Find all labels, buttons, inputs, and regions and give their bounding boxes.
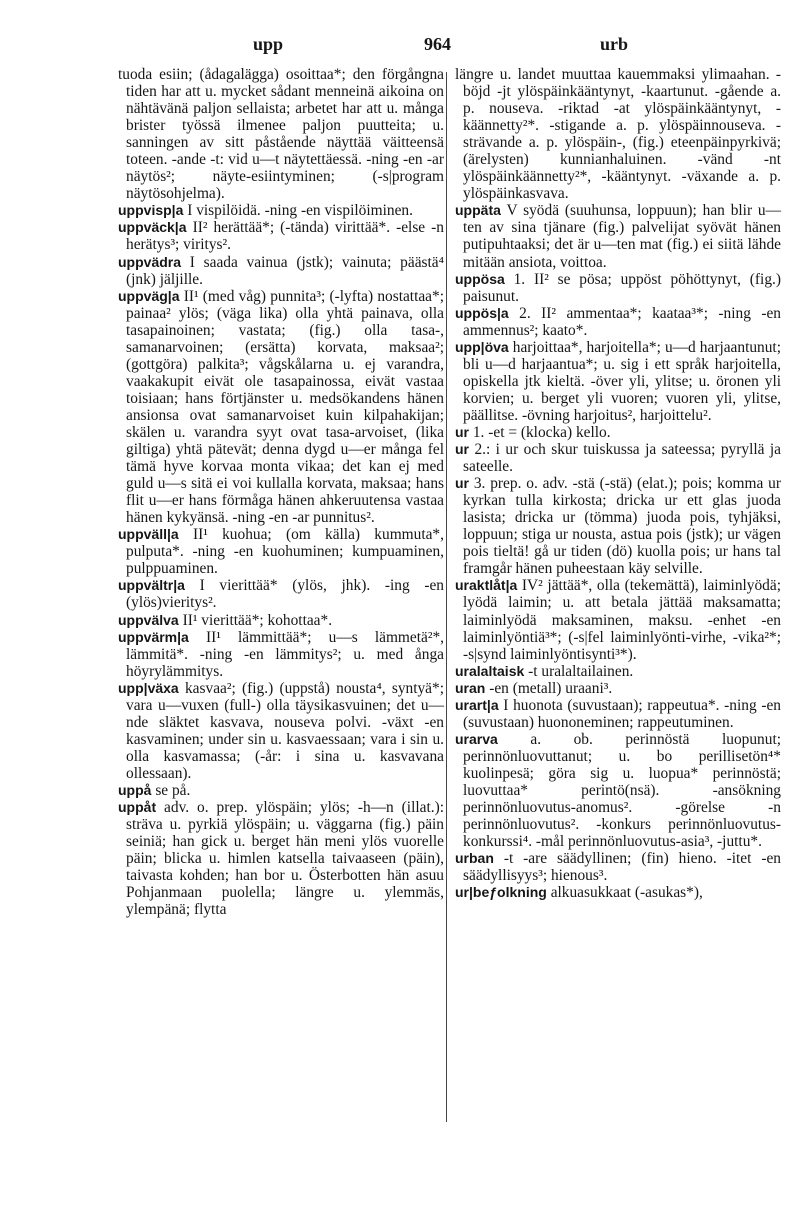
page-header: [0, 34, 800, 58]
entry-headword: uppväg|a: [118, 287, 180, 304]
dictionary-entry: [118, 782, 444, 799]
dictionary-entry: [118, 612, 444, 629]
entry-headword: uppväck|a: [118, 219, 187, 236]
dictionary-entry: [455, 441, 781, 475]
entry-headword: upp|växa: [118, 679, 179, 696]
entry-definition: tuoda esiin; (ådagalägga) osoittaa*; den förgångna tiden har att u. mycket sådant menneinä aikoina on nähtävänä paljon sellaista; arbetet har att u. många brister työssä ilmenee paljon puutteita; u. sanningen av sitt påstående näyttää väitteensä toteen. -ande -t: vid u—t näytettäessä. -ning -en -ar näytös²; näyte-esiintyminen; (-s|program näytösohjelma).: [118, 66, 444, 203]
entry-headword: uppvisp|a: [118, 202, 184, 219]
entry-definition: I saada vainua (jstk); vainuta; päästä⁴ (jnk) jäljille.: [126, 253, 444, 288]
entry-headword: uppvädra: [118, 253, 182, 270]
dictionary-entry: [455, 305, 781, 339]
dictionary-entry: [455, 697, 781, 731]
dictionary-entry: [118, 799, 444, 918]
entry-definition: II¹ lämmittää*; u—s lämmetä²*, lämmitä*. -ning -en lämmitys²; u. med ånga höyrylämmitys.: [126, 628, 444, 680]
entry-headword: uppösa: [455, 270, 505, 287]
dictionary-entry: [118, 254, 444, 288]
right-column: [455, 66, 781, 901]
dictionary-entry: [118, 66, 444, 202]
entry-definition: II¹ (med våg) punnita³; (-lyfta) nostattaa*; painaa² ylös; (väga lika) olla yhtä painava, olla tasapainoinen; vastata; (fig.) olla tasa-, samanarvoinen; (ersätta) korvata, maksaa²; (gottgöra) palkita³; vågskålarna u. ej varandra, vaakakupit eivät ole tasapainossa, eivät vastaa toisiaan; hans förtjänster u. medsökandens hänen ansionsa ovat samanarvoiset kuin kilpahakijan; skälen u. varandra syyt ovat tasa-arvoiset, (lika giltiga) yhtä pätevät; denna dygd u—er många fel tämä hyve korvaa monta vikaa; det kan ej med guld u—s sitä ei voi kullalla korvata, maksaa; hans flit u—er hans förmåga hänen ahkeruutensa vastaa hänen kykyänsä. -ning -en -ar punnitus².: [126, 287, 444, 527]
dictionary-entry: [118, 202, 444, 219]
dictionary-entry: [118, 680, 444, 782]
entry-headword: ur: [455, 475, 469, 492]
entry-definition: alkuasukkaat (-asukas*),: [550, 884, 703, 902]
entry-definition: 1. -et = (klocka) kello.: [472, 423, 611, 441]
entry-headword: uppväll|a: [118, 526, 179, 543]
entry-definition: II¹ kuohua; (om källa) kummuta*, pulputa*. -ning -en kuohuminen; kumpuaminen, pulppuaminen.: [126, 526, 444, 578]
entry-definition: I vispilöidä. -ning -en vispilöiminen.: [187, 202, 413, 220]
dictionary-entry: [455, 680, 781, 697]
entry-headword: uran: [455, 679, 486, 696]
entry-definition: -en (metall) uraani³.: [489, 679, 613, 697]
entry-headword: urarva: [455, 730, 498, 747]
dictionary-entry: [455, 850, 781, 884]
entry-headword: uppvärm|a: [118, 628, 189, 645]
entry-headword: uppåt: [118, 799, 157, 816]
entry-definition: adv. o. prep. ylöspäin; ylös; -h—n (illat.): sträva u. pyrkiä ylöspäin; u. väggarna (fig.) päin seiniä; han gick u. berget hän meni ylös vuorelle päin; blicka u. himlen katsella taivaaseen (päin), taivasta kohden; han bor u. Österbotten hän asuu Pohjanmaan puolella; längre u. ylemmäs, ylempänä; flytta: [126, 799, 444, 919]
dictionary-entry: [118, 577, 444, 611]
entry-definition: se på.: [155, 781, 191, 799]
dictionary-entry: [455, 884, 781, 901]
dictionary-entry: [455, 577, 781, 662]
entry-headword: uppå: [118, 781, 152, 798]
dictionary-entry: [455, 202, 781, 270]
entry-definition: a. ob. perinnöstä luopunut; perinnönluovuttanut; u. bo perillisetön⁴* kuolinpesä; göra sig u. luopua* perinnöstä; luovuttaa* perintö(nsä). -ansökning perinnönluovutus-anomus². -görelse -n perinnönluovutus². -konkurs perinnönluovutus-konkurssi⁴. -mål perinnönluovutus-asia³, -juttu*.: [463, 730, 781, 851]
entry-definition: 2.: i ur och skur tuiskussa ja sateessa; pyryllä ja sateelle.: [463, 441, 781, 476]
entry-definition: II¹ vierittää*; kohottaa*.: [182, 611, 333, 629]
dictionary-entry: [455, 663, 781, 680]
entry-headword: uppvältr|a: [118, 577, 185, 594]
entry-definition: I huonota (suvustaan); rappeutua*. -ning -en (suvustaan) huononeminen; rappeutuminen.: [463, 696, 781, 731]
entry-definition: 2. II² ammentaa*; kaataa³*; -ning -en ammennus²; kaato*.: [463, 304, 781, 339]
entry-definition: -t uralaltailainen.: [528, 662, 634, 680]
entry-headword: ur: [455, 441, 469, 458]
right-guide-word: urb: [600, 34, 629, 54]
dictionary-entry: [455, 424, 781, 441]
entry-definition: längre u. landet muuttaa kauemmaksi ylimaahan. -böjd -jt ylöspäinkääntynyt, -kaartunut. -gående a. p. nouseva. -riktad -at ylöspäinkääntynyt, -käännetty²*. -stigande a. p. ylöspäinnouseva. -strävande a. p. ylöspäin-, (fig.) eteenpäinpyrkivä; (ärelysten) kunnianhaluinen. -vänd -nt ylöspäinkäännetty²*, -kääntynyt. -växande a. p. ylöspäinkasvava.: [455, 66, 781, 203]
entry-definition: II² herättää*; (-tända) virittää*. -else -n herätys³; viritys².: [126, 219, 444, 254]
entry-headword: ur: [455, 423, 469, 440]
entry-headword: urart|a: [455, 696, 499, 713]
dictionary-entry: [118, 629, 444, 680]
entry-headword: upp|öva: [455, 338, 509, 355]
left-guide-word: upp: [253, 34, 284, 54]
entry-headword: ur|beƒolkning: [455, 884, 547, 901]
dictionary-entry: [118, 219, 444, 253]
dictionary-entry: [118, 288, 444, 527]
entry-definition: harjoittaa*, harjoitella*; u—d harjaantunut; bli u—d harjaantua*; u. sig i ett språk harjoitella, opiskella jtk kieltä. -över yli, ylitse; u. öronen yli korvien; u. berget yli vuoren; vuoren yli, ylitse, päällitse. -övning harjoitus², harjoittelu².: [463, 338, 781, 424]
dictionary-entry: [455, 271, 781, 305]
entry-definition: 3. prep. o. adv. -stä (-stä) (elat.); pois; komma ur kyrkan tulla kirkosta; dricka ur ett glas juoda lasista; dricka ur (tömma) juoda pois, tyhjäksi, loppuun; stiga ur nousta, astua pois (jstk); ur vägen pois tieltä! gå ur tiden (dö) kuolla pois; ur hans tal framgår hänen puheestaan käy selville.: [463, 475, 781, 578]
dictionary-entry: [455, 475, 781, 577]
entry-headword: uraktlåt|a: [455, 577, 518, 594]
entry-definition: -t -are säädyllinen; (fin) hieno. -itet -en säädyllisyys³; hienous³.: [463, 850, 781, 885]
entry-headword: uppvälva: [118, 611, 179, 628]
entry-definition: kasvaa²; (fig.) (uppstå) nousta⁴, syntyä*; vara u—vuxen (full-) olla täysikasvuinen; det u—nde släktet kasvava, nouseva polvi. -växt -en kasvaminen; under sin u. kasvaessaan; vara i sin u. olla kasvamassa; (-år: i sina u. kasvavana ollessaan).: [126, 679, 444, 782]
left-column: [118, 66, 444, 918]
entry-definition: V syödä (suuhunsa, loppuun); han blir u—ten av sina tjänare (fig.) palvelijat syövät hänen putipuhtaaksi; det är u—ten mat (fig.) ei siitä lähde mitään ansiota, voittoa.: [463, 202, 781, 271]
entry-headword: uralaltaisk: [455, 662, 525, 679]
dictionary-entry: [455, 66, 781, 202]
dictionary-entry: [455, 731, 781, 850]
entry-headword: uppäta: [455, 202, 501, 219]
entry-definition: IV² jättää*, olla (tekemättä), laiminlyödä; lyödä laimin; u. att betala jättää maksamatta; laiminlyödä maksaminen, maksu. -enhet -en laiminlyöntiä³*; (-s|fel laiminlyönti-virhe, -vika²*; -s|synd laiminlyöntisynti³*).: [463, 577, 781, 663]
dictionary-entry: [455, 339, 781, 424]
entry-headword: urban: [455, 850, 494, 867]
entry-definition: 1. II² se pösa; uppöst pöhöttynyt, (fig.) paisunut.: [463, 270, 781, 305]
dictionary-entry: [118, 526, 444, 577]
entry-definition: I vierittää* (ylös, jhk). -ing -en (ylös)vieritys².: [126, 577, 444, 612]
page-number: 964: [424, 34, 451, 54]
entry-headword: uppös|a: [455, 304, 509, 321]
column-divider: [446, 72, 447, 1122]
